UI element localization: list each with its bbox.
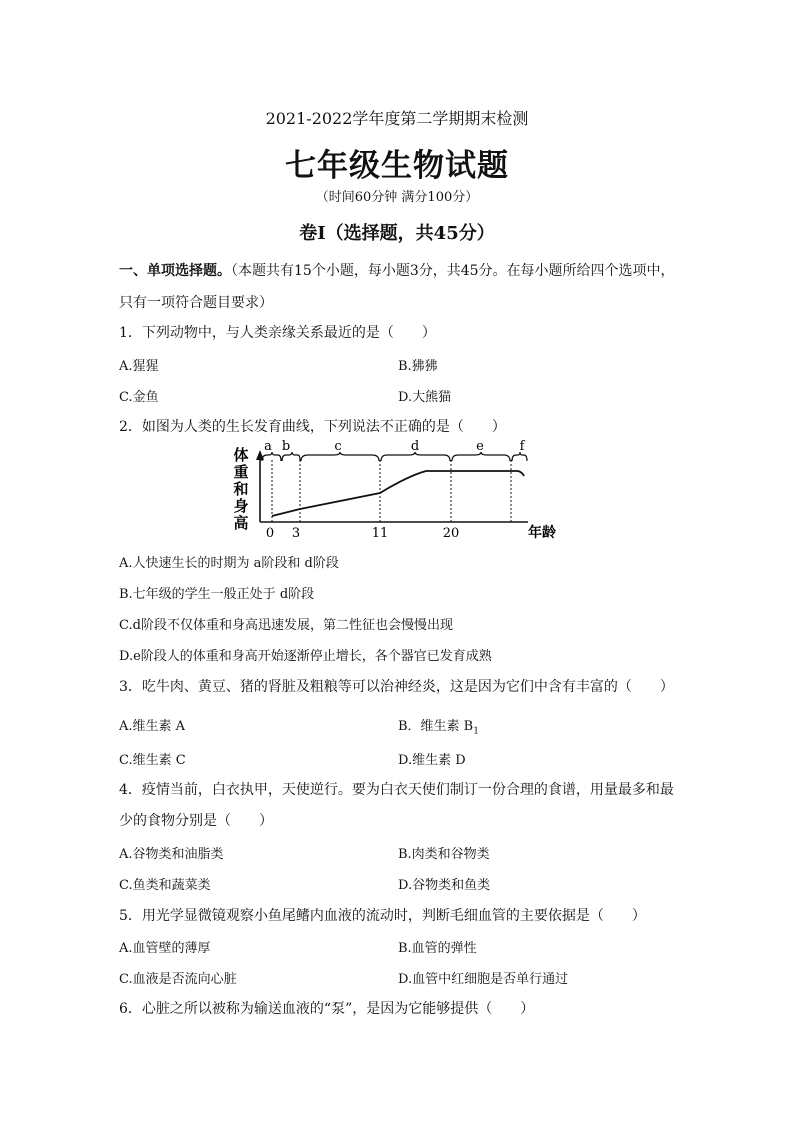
exam-meta: （时间60分钟 满分100分） bbox=[315, 190, 479, 205]
question-2-option-b[interactable]: B.七年级的学生一般正处于 d阶段 bbox=[119, 587, 315, 602]
question-4-stem: 4．疫情当前，白衣执甲，天使逆行。要为白衣天使们制订一份合理的食谱，用量最多和最 bbox=[119, 782, 674, 798]
stage-label-f: f bbox=[519, 439, 525, 454]
question-4-option-b[interactable]: B.肉类和谷物类 bbox=[398, 847, 490, 862]
x-tick-3: 3 bbox=[291, 526, 301, 541]
x-tick-20: 20 bbox=[442, 526, 460, 541]
question-3-option-b-sub: 1 bbox=[473, 726, 479, 737]
question-5-stem: 5．用光学显微镜观察小鱼尾鳍内血液的流动时，判断毛细血管的主要依据是（ ） bbox=[119, 908, 646, 924]
question-2-option-c[interactable]: C.d阶段不仅体重和身高迅速发展，第二性征也会慢慢出现 bbox=[119, 618, 453, 633]
stage-label-c: c bbox=[334, 439, 342, 454]
instructions-heading: 一、单项选择题。 bbox=[119, 263, 231, 279]
stage-label-b: b bbox=[281, 439, 291, 454]
exam-title: 七年级生物试题 bbox=[285, 148, 509, 184]
instructions-line-1 bbox=[119, 260, 675, 280]
question-3-option-b-text: B．维生素 B bbox=[398, 719, 474, 734]
question-3-stem: 3．吃牛肉、黄豆、猪的肾脏及粗粮等可以治神经炎，这是因为它们中含有丰富的（ ） bbox=[119, 679, 674, 695]
exam-term: 2021-2022学年度第二学期期末检测 bbox=[265, 109, 529, 128]
question-5-option-a[interactable]: A.血管壁的薄厚 bbox=[119, 941, 211, 956]
question-5-option-c[interactable]: C.血液是否流向心脏 bbox=[119, 972, 237, 987]
question-2-option-d[interactable]: D.e阶段人的体重和身高开始逐渐停止增长，各个器官已发育成熟 bbox=[119, 649, 492, 664]
chart-y-label-char: 重 bbox=[233, 463, 249, 481]
question-4-stem-cont: 少的食物分别是（ ） bbox=[119, 813, 273, 829]
chart-y-label-char: 高 bbox=[233, 514, 249, 532]
stage-label-a: a bbox=[264, 439, 272, 454]
instructions-text-1: （本题共有15个小题，每小题3分，共45分。在每小题所给四个选项中， bbox=[231, 263, 675, 279]
question-2-option-a[interactable]: A.人快速生长的时期为 a阶段和 d阶段 bbox=[119, 556, 339, 571]
instructions-line-2: 只有一项符合题目要求） bbox=[119, 295, 273, 311]
section-title: 卷Ⅰ（选择题，共45分） bbox=[299, 223, 495, 244]
stage-label-e: e bbox=[476, 439, 484, 454]
question-3-option-b[interactable] bbox=[398, 715, 479, 737]
question-4-option-a[interactable]: A.谷物类和油脂类 bbox=[119, 847, 224, 862]
question-5-option-b[interactable]: B.血管的弹性 bbox=[398, 941, 477, 956]
question-3-option-c[interactable]: C.维生素 C bbox=[119, 753, 186, 768]
growth-curve-chart bbox=[228, 438, 560, 542]
stage-label-d: d bbox=[410, 439, 420, 454]
question-3-option-d[interactable]: D.维生素 D bbox=[398, 753, 466, 768]
question-2-stem: 2．如图为人类的生长发育曲线，下列说法不正确的是（ ） bbox=[119, 419, 506, 435]
chart-y-label-char: 体 bbox=[233, 446, 249, 464]
question-1-option-c[interactable]: C.金鱼 bbox=[119, 390, 159, 405]
question-5-option-d[interactable]: D.血管中红细胞是否单行通过 bbox=[398, 972, 569, 987]
chart-y-label-char: 和 bbox=[233, 480, 249, 498]
question-1-stem: 1．下列动物中，与人类亲缘关系最近的是（ ） bbox=[119, 325, 436, 341]
question-4-option-d[interactable]: D.谷物类和鱼类 bbox=[398, 878, 491, 893]
chart-x-label: 年龄 bbox=[528, 525, 556, 541]
chart-y-label-char: 身 bbox=[233, 497, 249, 515]
chart-y-label bbox=[233, 446, 248, 532]
growth-curve-line bbox=[272, 471, 524, 516]
question-1-option-b[interactable]: B.狒狒 bbox=[398, 359, 438, 374]
question-6-stem: 6．心脏之所以被称为输送血液的“泵”，是因为它能够提供（ ） bbox=[119, 1001, 535, 1017]
question-3-option-a[interactable]: A.维生素 A bbox=[119, 719, 186, 734]
question-4-option-c[interactable]: C.鱼类和蔬菜类 bbox=[119, 878, 211, 893]
x-tick-11: 11 bbox=[371, 526, 389, 541]
question-1-option-a[interactable]: A.猩猩 bbox=[119, 359, 159, 374]
question-1-option-d[interactable]: D.大熊猫 bbox=[398, 390, 452, 405]
x-tick-0: 0 bbox=[265, 526, 275, 541]
